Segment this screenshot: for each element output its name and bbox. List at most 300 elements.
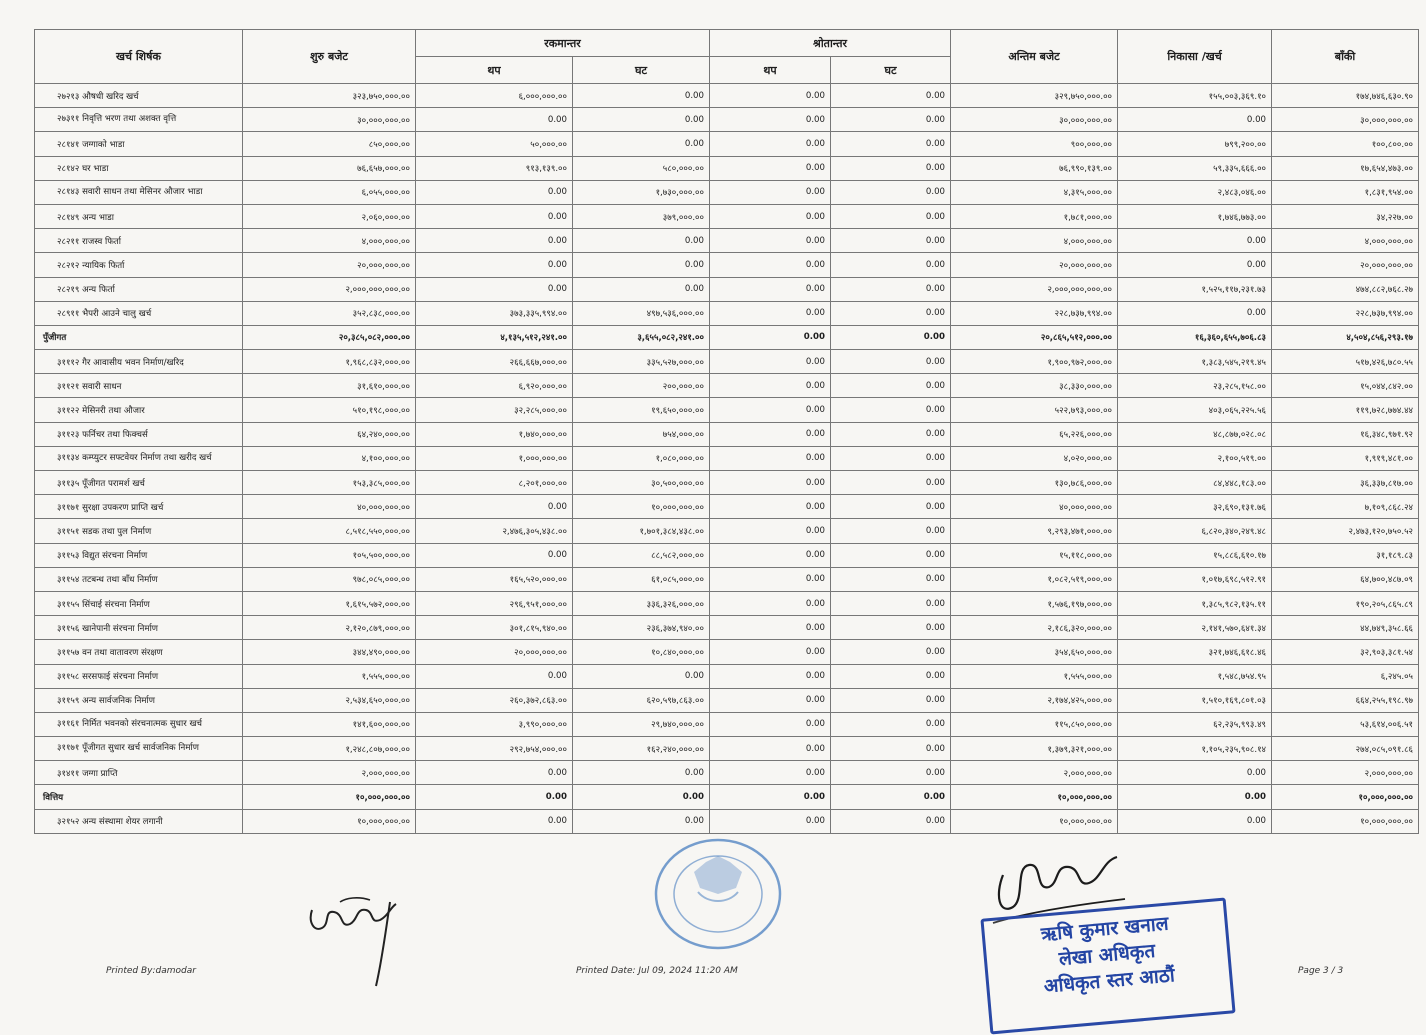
row-amount-cell: 0.00 xyxy=(710,471,831,495)
row-heading-cell: २८९११ भैपरी आउने चालु खर्च xyxy=(35,301,243,325)
page-number: Page 3 / 3 xyxy=(1298,966,1344,976)
row-amount-cell: ३,६५५,०८२,२४१.०० xyxy=(573,325,710,349)
row-amount-cell: 0.00 xyxy=(710,132,831,156)
row-amount-cell: ३०,०००,०००.०० xyxy=(1272,108,1419,132)
row-amount-cell: ३२३,७५०,०००.०० xyxy=(243,84,416,108)
row-amount-cell: २,१८६,३२०,०००.०० xyxy=(951,616,1118,640)
row-amount-cell: १०,०००,०००.०० xyxy=(1272,785,1419,809)
header-virement-add: थप xyxy=(416,57,573,84)
row-amount-cell: १,७४६,७७३.०० xyxy=(1118,204,1272,228)
row-amount-cell: १,१०५,२३५,९०८.१४ xyxy=(1118,737,1272,761)
row-amount-cell: ३१,१८९.८३ xyxy=(1272,543,1419,567)
official-stamp xyxy=(980,898,1235,1035)
row-amount-cell: 0.00 xyxy=(573,108,710,132)
row-amount-cell: 0.00 xyxy=(416,180,573,204)
row-amount-cell: १५,०४४,८४२.०० xyxy=(1272,374,1419,398)
row-amount-cell: 0.00 xyxy=(831,519,951,543)
table-row xyxy=(35,446,1419,470)
row-amount-cell: ८,५१८,५५०,०००.०० xyxy=(243,519,416,543)
row-amount-cell: १५,८८६,६१०.१७ xyxy=(1118,543,1272,567)
table-row xyxy=(35,761,1419,785)
row-amount-cell: ४,५०४,८५६,२९३.१७ xyxy=(1272,325,1419,349)
row-heading-cell: ३११७१ सुरक्षा उपकरण प्राप्ति खर्च xyxy=(35,495,243,519)
row-amount-cell: 0.00 xyxy=(710,229,831,253)
row-amount-cell: २९,७४०,०००.०० xyxy=(573,712,710,736)
row-amount-cell: ३२,९०३,३८१.५४ xyxy=(1272,640,1419,664)
row-amount-cell: १९०,२०५,८६५.८९ xyxy=(1272,591,1419,615)
row-amount-cell: ३८,३३०,०००.०० xyxy=(951,374,1118,398)
row-amount-cell: 0.00 xyxy=(710,640,831,664)
row-amount-cell: २९२,७५४,०००.०० xyxy=(416,737,573,761)
header-source-reduce: घट xyxy=(831,57,951,84)
row-heading-cell: ३१११२ गैर आवासीय भवन निर्माण/खरिद xyxy=(35,350,243,374)
row-amount-cell: १५५,००३,३६९.१० xyxy=(1118,84,1272,108)
row-amount-cell: २६६,६६७,०००.०० xyxy=(416,350,573,374)
table-row xyxy=(35,664,1419,688)
row-amount-cell: २,०००,०००.०० xyxy=(1272,761,1419,785)
row-amount-cell: १९,६५०,०००.०० xyxy=(573,398,710,422)
row-amount-cell: 0.00 xyxy=(831,785,951,809)
printed-date: Printed Date: Jul 09, 2024 11:20 AM xyxy=(576,966,738,976)
table-row xyxy=(35,495,1419,519)
row-amount-cell: ५१०,१९८,०००.०० xyxy=(243,398,416,422)
row-amount-cell: १०,०००,०००.०० xyxy=(1272,809,1419,833)
row-amount-cell: 0.00 xyxy=(710,350,831,374)
row-amount-cell: ६५,२२६,०००.०० xyxy=(951,422,1118,446)
row-amount-cell: २,१७४,४२५,०००.०० xyxy=(951,688,1118,712)
row-amount-cell: २,०००,०००.०० xyxy=(243,761,416,785)
row-amount-cell: 0.00 xyxy=(831,761,951,785)
row-amount-cell: ४०,०००,०००.०० xyxy=(243,495,416,519)
header-initial-budget: शुरु बजेट xyxy=(243,30,416,84)
budget-table-body xyxy=(35,84,1419,834)
row-amount-cell: १०,०००,०००.०० xyxy=(573,495,710,519)
row-amount-cell: 0.00 xyxy=(831,156,951,180)
row-heading-cell: २८२१९ अन्य फिर्ता xyxy=(35,277,243,301)
row-heading-cell: ३११२२ मेसिनरी तथा औजार xyxy=(35,398,243,422)
row-heading-cell: ३११५३ विद्युत संरचना निर्माण xyxy=(35,543,243,567)
row-amount-cell: 0.00 xyxy=(831,471,951,495)
table-row xyxy=(35,640,1419,664)
row-amount-cell: २३६,३७४,९४०.०० xyxy=(573,616,710,640)
row-amount-cell: 0.00 xyxy=(573,253,710,277)
row-amount-cell: २,१४१,५७०,६४१.३४ xyxy=(1118,616,1272,640)
row-amount-cell: ६१,०८५,०००.०० xyxy=(573,567,710,591)
row-amount-cell: 0.00 xyxy=(710,616,831,640)
row-amount-cell: १६,३६०,६५५,७०६.८३ xyxy=(1118,325,1272,349)
row-amount-cell: १,९१९,४८१.०० xyxy=(1272,446,1419,470)
row-heading-cell: ३११३४ कम्प्युटर सफ्टवेयर निर्माण तथा खरीद खर्च xyxy=(35,446,243,470)
row-amount-cell: 0.00 xyxy=(573,761,710,785)
header-virement: रकमान्तर xyxy=(416,30,710,57)
row-amount-cell: ४८,८७७,०२८.०८ xyxy=(1118,422,1272,446)
row-heading-cell: ३१४११ जग्गा प्राप्ति xyxy=(35,761,243,785)
row-amount-cell: ६,९२०,०००.०० xyxy=(416,374,573,398)
row-amount-cell: 0.00 xyxy=(831,132,951,156)
header-virement-reduce: घट xyxy=(573,57,710,84)
row-amount-cell: ९००,०००.०० xyxy=(951,132,1118,156)
row-amount-cell: १३०,७८६,०००.०० xyxy=(951,471,1118,495)
row-amount-cell: ४,०००,०००.०० xyxy=(1272,229,1419,253)
row-amount-cell: १६५,५२०,०००.०० xyxy=(416,567,573,591)
stamp-name: ऋषि कुमार खनाल xyxy=(1040,912,1170,946)
row-amount-cell: १५,११८,०००.०० xyxy=(951,543,1118,567)
table-row xyxy=(35,688,1419,712)
table-row xyxy=(35,616,1419,640)
table-row xyxy=(35,422,1419,446)
row-heading-cell: २८१४३ सवारी साधन तथा मेसिनर औजार भाडा xyxy=(35,180,243,204)
row-amount-cell: १,०००,०००.०० xyxy=(416,446,573,470)
row-amount-cell: 0.00 xyxy=(831,543,951,567)
row-heading-cell: ३११५७ वन तथा वातावरण संरक्षण xyxy=(35,640,243,664)
stamp-title: लेखा अधिकृत xyxy=(1058,939,1157,971)
row-amount-cell: ९१३,१३९.०० xyxy=(416,156,573,180)
row-amount-cell: 0.00 xyxy=(831,229,951,253)
row-amount-cell: २,१२०,८७९,०००.०० xyxy=(243,616,416,640)
row-amount-cell: ४,१००,०००.०० xyxy=(243,446,416,470)
row-amount-cell: ३०१,८१५,९४०.०० xyxy=(416,616,573,640)
row-amount-cell: 0.00 xyxy=(831,108,951,132)
row-amount-cell: 0.00 xyxy=(710,398,831,422)
row-amount-cell: 0.00 xyxy=(831,277,951,301)
row-amount-cell: ९७८,०८५,०००.०० xyxy=(243,567,416,591)
row-amount-cell: ६,०००,०००.०० xyxy=(416,84,573,108)
row-amount-cell: ११९,७२८,७७४.४४ xyxy=(1272,398,1419,422)
row-amount-cell: 0.00 xyxy=(416,543,573,567)
table-row xyxy=(35,712,1419,736)
row-amount-cell: १,५५५,०००.०० xyxy=(951,664,1118,688)
table-row xyxy=(35,253,1419,277)
row-heading-cell: ३२१५२ अन्य संस्थामा शेयर लगानी xyxy=(35,809,243,833)
row-amount-cell: 0.00 xyxy=(710,543,831,567)
row-amount-cell: 0.00 xyxy=(710,325,831,349)
row-amount-cell: १०,०००,०००.०० xyxy=(951,785,1118,809)
row-amount-cell: 0.00 xyxy=(573,84,710,108)
row-amount-cell: 0.00 xyxy=(831,84,951,108)
row-amount-cell: १७,६५४,४७३.०० xyxy=(1272,156,1419,180)
row-amount-cell: 0.00 xyxy=(710,277,831,301)
row-amount-cell: १,०१७,६९८,५१२.९१ xyxy=(1118,567,1272,591)
row-amount-cell: 0.00 xyxy=(573,809,710,833)
table-row xyxy=(35,156,1419,180)
row-amount-cell: 0.00 xyxy=(710,204,831,228)
row-amount-cell: १,३८५,९८२,१३५.११ xyxy=(1118,591,1272,615)
row-heading-cell: २७२१३ औषधी खरिद खर्च xyxy=(35,84,243,108)
row-amount-cell: १७४,७४६,६३०.९० xyxy=(1272,84,1419,108)
table-row xyxy=(35,543,1419,567)
row-amount-cell: ४,०००,०००.०० xyxy=(951,229,1118,253)
row-amount-cell: २,४७६,३०५,४३८.०० xyxy=(416,519,573,543)
row-amount-cell: 0.00 xyxy=(710,156,831,180)
row-amount-cell: १,७४०,०००.०० xyxy=(416,422,573,446)
row-amount-cell: २,०००,०००.०० xyxy=(951,761,1118,785)
row-amount-cell: १,३७९,३२१,०००.०० xyxy=(951,737,1118,761)
row-amount-cell: ५१७,४२६,७८०.५५ xyxy=(1272,350,1419,374)
row-amount-cell: 0.00 xyxy=(831,616,951,640)
row-amount-cell: २७४,०८५,०९१.८६ xyxy=(1272,737,1419,761)
row-amount-cell: 0.00 xyxy=(831,664,951,688)
row-heading-cell: ३११७१ पूँजीगत सुधार खर्च सार्वजनिक निर्माण xyxy=(35,737,243,761)
signature-left xyxy=(300,880,410,990)
table-row xyxy=(35,809,1419,833)
row-amount-cell: ६२,२३५,९९३.४९ xyxy=(1118,712,1272,736)
row-amount-cell: ४९७,५३६,०००.०० xyxy=(573,301,710,325)
row-amount-cell: 0.00 xyxy=(1118,108,1272,132)
row-amount-cell: ६,८२०,३४०,२४९.४८ xyxy=(1118,519,1272,543)
row-amount-cell: 0.00 xyxy=(710,591,831,615)
row-amount-cell: २९६,९५१,०००.०० xyxy=(416,591,573,615)
row-amount-cell: ८४,४४८,१८३.०० xyxy=(1118,471,1272,495)
row-amount-cell: ५३,६१४,००६.५१ xyxy=(1272,712,1419,736)
header-heading: खर्च शिर्षक xyxy=(35,30,243,84)
row-amount-cell: २,५३४,६५०,०००.०० xyxy=(243,688,416,712)
row-amount-cell: २६०,३७२,८६३.०० xyxy=(416,688,573,712)
row-amount-cell: ४,१३५,५१२,२४१.०० xyxy=(416,325,573,349)
row-heading-cell: ३११५१ सडक तथा पुल निर्माण xyxy=(35,519,243,543)
row-amount-cell: २०,८६५,५१२,०००.०० xyxy=(951,325,1118,349)
row-heading-cell: ३११५५ सिंचाई संरचना निर्माण xyxy=(35,591,243,615)
row-amount-cell: १५३,३८५,०००.०० xyxy=(243,471,416,495)
row-amount-cell: 0.00 xyxy=(710,374,831,398)
row-amount-cell: १,९६८,८३२,०००.०० xyxy=(243,350,416,374)
row-amount-cell: ४,०००,०००.०० xyxy=(243,229,416,253)
row-amount-cell: ३३६,३२६,०००.०० xyxy=(573,591,710,615)
row-amount-cell: 0.00 xyxy=(710,180,831,204)
table-row xyxy=(35,374,1419,398)
row-amount-cell: 0.00 xyxy=(831,350,951,374)
row-amount-cell: १०,०००,०००.०० xyxy=(243,809,416,833)
table-row xyxy=(35,567,1419,591)
row-amount-cell: ३१,६१०,०००.०० xyxy=(243,374,416,398)
row-amount-cell: 0.00 xyxy=(416,253,573,277)
row-amount-cell: ८८,५८२,०००.०० xyxy=(573,543,710,567)
row-amount-cell: 0.00 xyxy=(1118,761,1272,785)
row-amount-cell: १,६१५,५७२,०००.०० xyxy=(243,591,416,615)
row-amount-cell: 0.00 xyxy=(416,229,573,253)
row-amount-cell: 0.00 xyxy=(573,785,710,809)
row-amount-cell: 0.00 xyxy=(710,446,831,470)
row-amount-cell: ३२९,७५०,०००.०० xyxy=(951,84,1118,108)
row-amount-cell: २३,२८५,१५८.०० xyxy=(1118,374,1272,398)
row-amount-cell: 0.00 xyxy=(831,204,951,228)
row-amount-cell: २०,३८५,०८२,०००.०० xyxy=(243,325,416,349)
row-heading-cell: ३११५६ खानेपानी संरचना निर्माण xyxy=(35,616,243,640)
row-amount-cell: १०५,५००,०००.०० xyxy=(243,543,416,567)
stamp-level: अधिकृत स्तर आठौं xyxy=(1043,964,1176,998)
row-amount-cell: 0.00 xyxy=(831,446,951,470)
row-amount-cell: २,०००,०००,०००.०० xyxy=(951,277,1118,301)
header-source-transfer: श्रोतान्तर xyxy=(710,30,951,57)
row-amount-cell: २२८,७३७,९९४.०० xyxy=(1272,301,1419,325)
row-amount-cell: १०,०००,०००.०० xyxy=(243,785,416,809)
row-amount-cell: ३२,६९०,१३१.७६ xyxy=(1118,495,1272,519)
row-amount-cell: ६२०,५९७,८६३.०० xyxy=(573,688,710,712)
row-amount-cell: ३,९९०,०००.०० xyxy=(416,712,573,736)
row-amount-cell: २,४८३,०४६.०० xyxy=(1118,180,1272,204)
row-amount-cell: ९,२९३,४७१,०००.०० xyxy=(951,519,1118,543)
row-amount-cell: ७५४,०००.०० xyxy=(573,422,710,446)
row-amount-cell: 0.00 xyxy=(831,640,951,664)
row-amount-cell: २,४७३,१२०,७५०.५२ xyxy=(1272,519,1419,543)
row-amount-cell: 0.00 xyxy=(416,809,573,833)
row-amount-cell: 0.00 xyxy=(573,132,710,156)
row-amount-cell: 0.00 xyxy=(1118,785,1272,809)
row-amount-cell: 0.00 xyxy=(831,567,951,591)
table-row xyxy=(35,277,1419,301)
row-amount-cell: 0.00 xyxy=(710,712,831,736)
row-amount-cell: 0.00 xyxy=(1118,229,1272,253)
header-balance: बाँकी xyxy=(1272,30,1419,84)
row-amount-cell: 0.00 xyxy=(710,664,831,688)
row-amount-cell: १०,०००,०००.०० xyxy=(951,809,1118,833)
row-amount-cell: 0.00 xyxy=(416,277,573,301)
row-amount-cell: १,५५५,०००.०० xyxy=(243,664,416,688)
row-amount-cell: 0.00 xyxy=(710,301,831,325)
row-amount-cell: ३२१,७४६,६१८.४६ xyxy=(1118,640,1272,664)
row-amount-cell: २०,०००,०००.०० xyxy=(951,253,1118,277)
row-amount-cell: 0.00 xyxy=(710,761,831,785)
row-amount-cell: ५०,०००.०० xyxy=(416,132,573,156)
table-row xyxy=(35,180,1419,204)
row-amount-cell: 0.00 xyxy=(831,180,951,204)
row-amount-cell: 0.00 xyxy=(710,108,831,132)
row-amount-cell: ५९,३३५,६६६.०० xyxy=(1118,156,1272,180)
row-amount-cell: 0.00 xyxy=(416,761,573,785)
row-amount-cell: १,०८०,०००.०० xyxy=(573,446,710,470)
row-amount-cell: ६,२४५.०५ xyxy=(1272,664,1419,688)
row-amount-cell: ३०,०००,०००.०० xyxy=(243,108,416,132)
row-amount-cell: २०,०००,०००.०० xyxy=(1272,253,1419,277)
row-amount-cell: 0.00 xyxy=(831,301,951,325)
header-expenditure: निकासा /खर्च xyxy=(1118,30,1272,84)
header-final-budget: अन्तिम बजेट xyxy=(951,30,1118,84)
row-amount-cell: १४१,६००,०००.०० xyxy=(243,712,416,736)
table-row xyxy=(35,204,1419,228)
row-heading-cell: ३११५४ तटबन्ध तथा बाँध निर्माण xyxy=(35,567,243,591)
row-amount-cell: १,५४८,७५४.९५ xyxy=(1118,664,1272,688)
table-row xyxy=(35,301,1419,325)
row-amount-cell: १,५२५,११७,२३१.७३ xyxy=(1118,277,1272,301)
row-amount-cell: ३०,०००,०००.०० xyxy=(951,108,1118,132)
table-row xyxy=(35,84,1419,108)
row-amount-cell: २०,०००,०००.०० xyxy=(416,640,573,664)
printed-by: Printed By:damodar xyxy=(106,966,196,976)
row-amount-cell: ११५,८५०,०००.०० xyxy=(951,712,1118,736)
row-heading-cell: २८१४९ अन्य भाडा xyxy=(35,204,243,228)
row-amount-cell: ३२,२८५,०००.०० xyxy=(416,398,573,422)
row-heading-cell: २८२११ राजस्व फिर्ता xyxy=(35,229,243,253)
row-amount-cell: ७६,९९०,१३९.०० xyxy=(951,156,1118,180)
row-amount-cell: 0.00 xyxy=(710,688,831,712)
row-amount-cell: 0.00 xyxy=(831,712,951,736)
row-amount-cell: 0.00 xyxy=(831,398,951,422)
table-group-row xyxy=(35,785,1419,809)
row-amount-cell: ३७९,०००.०० xyxy=(573,204,710,228)
row-heading-cell: ३११५८ सरसफाई संरचना निर्माण xyxy=(35,664,243,688)
row-amount-cell: 0.00 xyxy=(710,253,831,277)
row-amount-cell: 0.00 xyxy=(710,809,831,833)
row-amount-cell: १,७०१,३८४,४३८.०० xyxy=(573,519,710,543)
row-amount-cell: 0.00 xyxy=(416,204,573,228)
row-amount-cell: 0.00 xyxy=(573,229,710,253)
row-amount-cell: ३६,३३७,८१७.०० xyxy=(1272,471,1419,495)
row-amount-cell: २,०००,०००,०००.०० xyxy=(243,277,416,301)
row-amount-cell: ६,०५५,०००.०० xyxy=(243,180,416,204)
row-amount-cell: ४,३१५,०००.०० xyxy=(951,180,1118,204)
row-amount-cell: 0.00 xyxy=(831,688,951,712)
row-amount-cell: 0.00 xyxy=(831,253,951,277)
row-amount-cell: १६,३४८,९७१.९२ xyxy=(1272,422,1419,446)
table-row xyxy=(35,350,1419,374)
row-heading-cell: २८१४१ जग्गाको भाडा xyxy=(35,132,243,156)
row-heading-cell: २७३११ निवृत्ति भरण तथा अशक्त वृत्ति xyxy=(35,108,243,132)
table-row xyxy=(35,471,1419,495)
row-amount-cell: १,७८१,०००.०० xyxy=(951,204,1118,228)
row-amount-cell: 0.00 xyxy=(416,495,573,519)
row-amount-cell: १,५७६,१९७,०००.०० xyxy=(951,591,1118,615)
row-amount-cell: ३५४,६५०,०००.०० xyxy=(951,640,1118,664)
row-amount-cell: ४०,०००,०००.०० xyxy=(951,495,1118,519)
row-amount-cell: ३४,२२७.०० xyxy=(1272,204,1419,228)
row-amount-cell: 0.00 xyxy=(831,325,951,349)
row-amount-cell: 0.00 xyxy=(416,785,573,809)
row-amount-cell: १,०८२,५१९,०००.०० xyxy=(951,567,1118,591)
row-amount-cell: 0.00 xyxy=(710,737,831,761)
table-group-row xyxy=(35,325,1419,349)
table-row xyxy=(35,132,1419,156)
row-amount-cell: ४७४,८८२,७६८.२७ xyxy=(1272,277,1419,301)
table-row xyxy=(35,398,1419,422)
row-amount-cell: ४०३,०६५,२२५.५६ xyxy=(1118,398,1272,422)
row-amount-cell: 0.00 xyxy=(831,737,951,761)
row-amount-cell: 0.00 xyxy=(1118,253,1272,277)
row-amount-cell: 0.00 xyxy=(831,591,951,615)
row-amount-cell: १००,८००.०० xyxy=(1272,132,1419,156)
row-heading-cell: २८१४२ घर भाडा xyxy=(35,156,243,180)
row-heading-cell: ३११२१ सवारी साधन xyxy=(35,374,243,398)
row-heading-cell: पुँजीगत xyxy=(35,325,243,349)
row-amount-cell: 0.00 xyxy=(831,374,951,398)
row-heading-cell: ३११६१ निर्मित भवनको संरचनात्मक सुधार खर्च xyxy=(35,712,243,736)
row-amount-cell: २२८,७३७,९९४.०० xyxy=(951,301,1118,325)
row-amount-cell: 0.00 xyxy=(416,108,573,132)
table-row xyxy=(35,108,1419,132)
row-amount-cell: ३३५,५२७,०००.०० xyxy=(573,350,710,374)
row-heading-cell: ३११३५ पूँजीगत परामर्श खर्च xyxy=(35,471,243,495)
row-amount-cell: ६४,७००,४८७.०९ xyxy=(1272,567,1419,591)
table-row xyxy=(35,737,1419,761)
row-amount-cell: ४४,७४९,३५८.६६ xyxy=(1272,616,1419,640)
row-amount-cell: 0.00 xyxy=(710,495,831,519)
row-amount-cell: 0.00 xyxy=(1118,301,1272,325)
row-amount-cell: 0.00 xyxy=(831,809,951,833)
row-amount-cell: ६४,२४०,०००.०० xyxy=(243,422,416,446)
row-amount-cell: १,५१०,१६९,८०१.०३ xyxy=(1118,688,1272,712)
row-heading-cell: ३११२३ फर्निचर तथा फिक्चर्स xyxy=(35,422,243,446)
row-amount-cell: ३०,५००,०००.०० xyxy=(573,471,710,495)
table-row xyxy=(35,519,1419,543)
row-amount-cell: २,०६०,०००.०० xyxy=(243,204,416,228)
row-amount-cell: १६२,२४०,०००.०० xyxy=(573,737,710,761)
row-amount-cell: २००,०००.०० xyxy=(573,374,710,398)
budget-table xyxy=(34,29,1419,834)
row-heading-cell: २८२१२ न्यायिक फिर्ता xyxy=(35,253,243,277)
row-amount-cell: 0.00 xyxy=(710,84,831,108)
row-amount-cell: १,८३१,९५४.०० xyxy=(1272,180,1419,204)
row-amount-cell: 0.00 xyxy=(573,277,710,301)
office-seal xyxy=(636,832,796,962)
row-amount-cell: 0.00 xyxy=(831,422,951,446)
